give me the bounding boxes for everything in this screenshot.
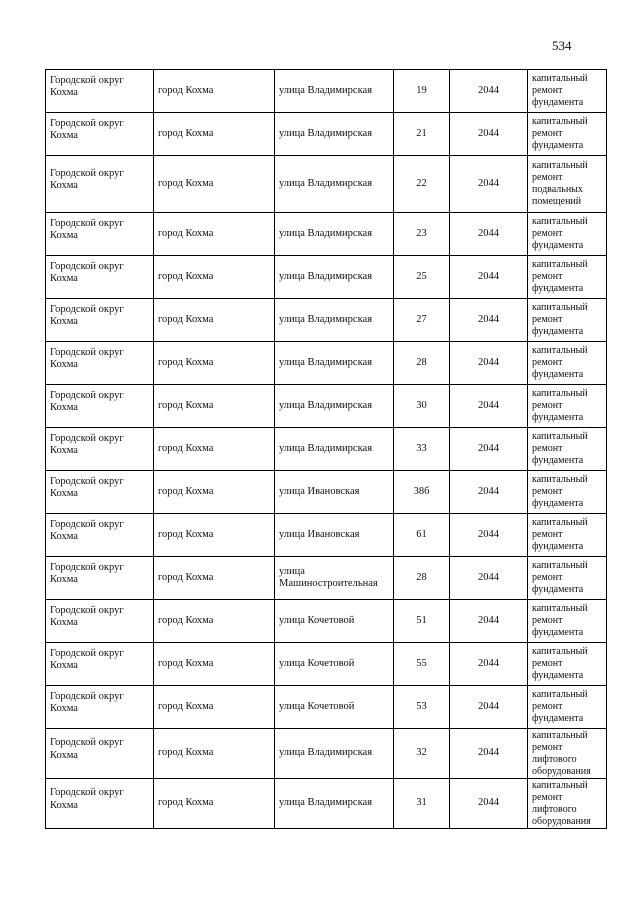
cell-house-number: 33 (394, 428, 450, 471)
district-text: Городской округ Кохма (50, 737, 124, 761)
cell-house-number: 25 (394, 256, 450, 299)
district-text: Городской округ Кохма (50, 647, 124, 671)
cell-street: улица Владимирская (275, 385, 394, 428)
cell-work-type: капитальный ремонт фундамента (528, 514, 607, 557)
district-text: Городской округ Кохма (50, 475, 124, 499)
cell-work-type: капитальный ремонт фундамента (528, 299, 607, 342)
cell-city: город Кохма (154, 514, 275, 557)
district-text: Городской округ Кохма (50, 518, 124, 542)
district-text: Городской округ Кохма (50, 787, 124, 811)
cell-street: улица Ивановская (275, 471, 394, 514)
table-row (46, 514, 607, 557)
cell-district (46, 70, 154, 113)
cell-district (46, 779, 154, 829)
cell-house-number: 28 (394, 342, 450, 385)
cell-district (46, 514, 154, 557)
table-row (46, 113, 607, 156)
cell-city: город Кохма (154, 156, 275, 213)
cell-work-type: капитальный ремонт лифтового оборудования (528, 729, 607, 779)
cell-house-number: 53 (394, 686, 450, 729)
cell-year: 2044 (450, 342, 528, 385)
cell-district (46, 213, 154, 256)
district-text: Городской округ Кохма (50, 260, 124, 284)
table-row (46, 213, 607, 256)
cell-district (46, 557, 154, 600)
cell-city: город Кохма (154, 779, 275, 829)
cell-city: город Кохма (154, 385, 275, 428)
cell-city: город Кохма (154, 471, 275, 514)
cell-district (46, 299, 154, 342)
cell-city: город Кохма (154, 256, 275, 299)
table-row (46, 256, 607, 299)
table-row (46, 600, 607, 643)
cell-work-type: капитальный ремонт фундамента (528, 428, 607, 471)
cell-street: улица Владимирская (275, 213, 394, 256)
table-row (46, 70, 607, 113)
table-row (46, 471, 607, 514)
cell-house-number: 38б (394, 471, 450, 514)
cell-city: город Кохма (154, 113, 275, 156)
cell-district (46, 643, 154, 686)
district-text: Городской округ Кохма (50, 561, 124, 585)
cell-street: улица Кочетовой (275, 643, 394, 686)
cell-city: город Кохма (154, 600, 275, 643)
table-row (46, 779, 607, 829)
cell-year: 2044 (450, 256, 528, 299)
cell-work-type: капитальный ремонт фундамента (528, 471, 607, 514)
cell-street: улица Владимирская (275, 342, 394, 385)
cell-work-type: капитальный ремонт фундамента (528, 686, 607, 729)
cell-house-number: 51 (394, 600, 450, 643)
cell-house-number: 61 (394, 514, 450, 557)
district-text: Городской округ Кохма (50, 74, 124, 98)
cell-street: улица Кочетовой (275, 600, 394, 643)
cell-street: улица Владимирская (275, 779, 394, 829)
cell-city: город Кохма (154, 643, 275, 686)
cell-house-number: 31 (394, 779, 450, 829)
cell-year: 2044 (450, 643, 528, 686)
cell-city: город Кохма (154, 428, 275, 471)
district-text: Городской округ Кохма (50, 303, 124, 327)
cell-house-number: 19 (394, 70, 450, 113)
cell-work-type: капитальный ремонт фундамента (528, 113, 607, 156)
cell-work-type: капитальный ремонт фундамента (528, 557, 607, 600)
cell-house-number: 55 (394, 643, 450, 686)
district-text: Городской округ Кохма (50, 604, 124, 628)
cell-house-number: 27 (394, 299, 450, 342)
cell-year: 2044 (450, 686, 528, 729)
district-text: Городской округ Кохма (50, 389, 124, 413)
registry-rows (46, 70, 607, 829)
cell-work-type: капитальный ремонт фундамента (528, 213, 607, 256)
table-row (46, 299, 607, 342)
cell-year: 2044 (450, 113, 528, 156)
cell-street: улица Владимирская (275, 299, 394, 342)
cell-district (46, 428, 154, 471)
table-row (46, 385, 607, 428)
cell-street: улица Ивановская (275, 514, 394, 557)
cell-year: 2044 (450, 471, 528, 514)
district-text: Городской округ Кохма (50, 432, 124, 456)
cell-work-type: капитальный ремонт фундамента (528, 342, 607, 385)
cell-street: улица Владимирская (275, 256, 394, 299)
cell-street: улица Владимирская (275, 729, 394, 779)
cell-work-type: капитальный ремонт фундамента (528, 70, 607, 113)
cell-district (46, 729, 154, 779)
cell-year: 2044 (450, 385, 528, 428)
cell-street: улица Владимирская (275, 113, 394, 156)
cell-work-type: капитальный ремонт подвальных помещений (528, 156, 607, 213)
cell-year: 2044 (450, 779, 528, 829)
cell-year: 2044 (450, 428, 528, 471)
table-row (46, 643, 607, 686)
table-row (46, 729, 607, 779)
cell-district (46, 385, 154, 428)
cell-work-type: капитальный ремонт лифтового оборудования (528, 779, 607, 829)
district-text: Городской округ Кохма (50, 217, 124, 241)
table-row (46, 342, 607, 385)
cell-city: город Кохма (154, 213, 275, 256)
cell-street: улица Владимирская (275, 70, 394, 113)
cell-year: 2044 (450, 156, 528, 213)
cell-district (46, 600, 154, 643)
cell-district (46, 156, 154, 213)
district-text: Городской округ Кохма (50, 346, 124, 370)
cell-district (46, 256, 154, 299)
cell-house-number: 30 (394, 385, 450, 428)
cell-year: 2044 (450, 514, 528, 557)
district-text: Городской округ Кохма (50, 690, 124, 714)
cell-city: город Кохма (154, 686, 275, 729)
cell-house-number: 28 (394, 557, 450, 600)
cell-city: город Кохма (154, 342, 275, 385)
cell-city: город Кохма (154, 557, 275, 600)
cell-work-type: капитальный ремонт фундамента (528, 385, 607, 428)
table-row (46, 686, 607, 729)
cell-street: улица Кочетовой (275, 686, 394, 729)
cell-year: 2044 (450, 557, 528, 600)
cell-district (46, 471, 154, 514)
cell-house-number: 22 (394, 156, 450, 213)
cell-year: 2044 (450, 600, 528, 643)
cell-street: улица Владимирская (275, 156, 394, 213)
cell-city: город Кохма (154, 729, 275, 779)
table-row (46, 428, 607, 471)
registry-table (45, 69, 607, 829)
cell-work-type: капитальный ремонт фундамента (528, 643, 607, 686)
cell-city: город Кохма (154, 299, 275, 342)
cell-city: город Кохма (154, 70, 275, 113)
cell-street: улица Владимирская (275, 428, 394, 471)
district-text: Городской округ Кохма (50, 117, 124, 141)
table-row (46, 156, 607, 213)
cell-work-type: капитальный ремонт фундамента (528, 256, 607, 299)
cell-street: улица Машиностроительная (275, 557, 394, 600)
table-row (46, 557, 607, 600)
district-text: Городской округ Кохма (50, 167, 124, 191)
cell-year: 2044 (450, 213, 528, 256)
cell-work-type: капитальный ремонт фундамента (528, 600, 607, 643)
cell-year: 2044 (450, 70, 528, 113)
cell-district (46, 342, 154, 385)
cell-year: 2044 (450, 729, 528, 779)
cell-house-number: 23 (394, 213, 450, 256)
cell-house-number: 21 (394, 113, 450, 156)
cell-district (46, 113, 154, 156)
cell-year: 2044 (450, 299, 528, 342)
cell-house-number: 32 (394, 729, 450, 779)
cell-district (46, 686, 154, 729)
page-number: 534 (552, 38, 572, 53)
